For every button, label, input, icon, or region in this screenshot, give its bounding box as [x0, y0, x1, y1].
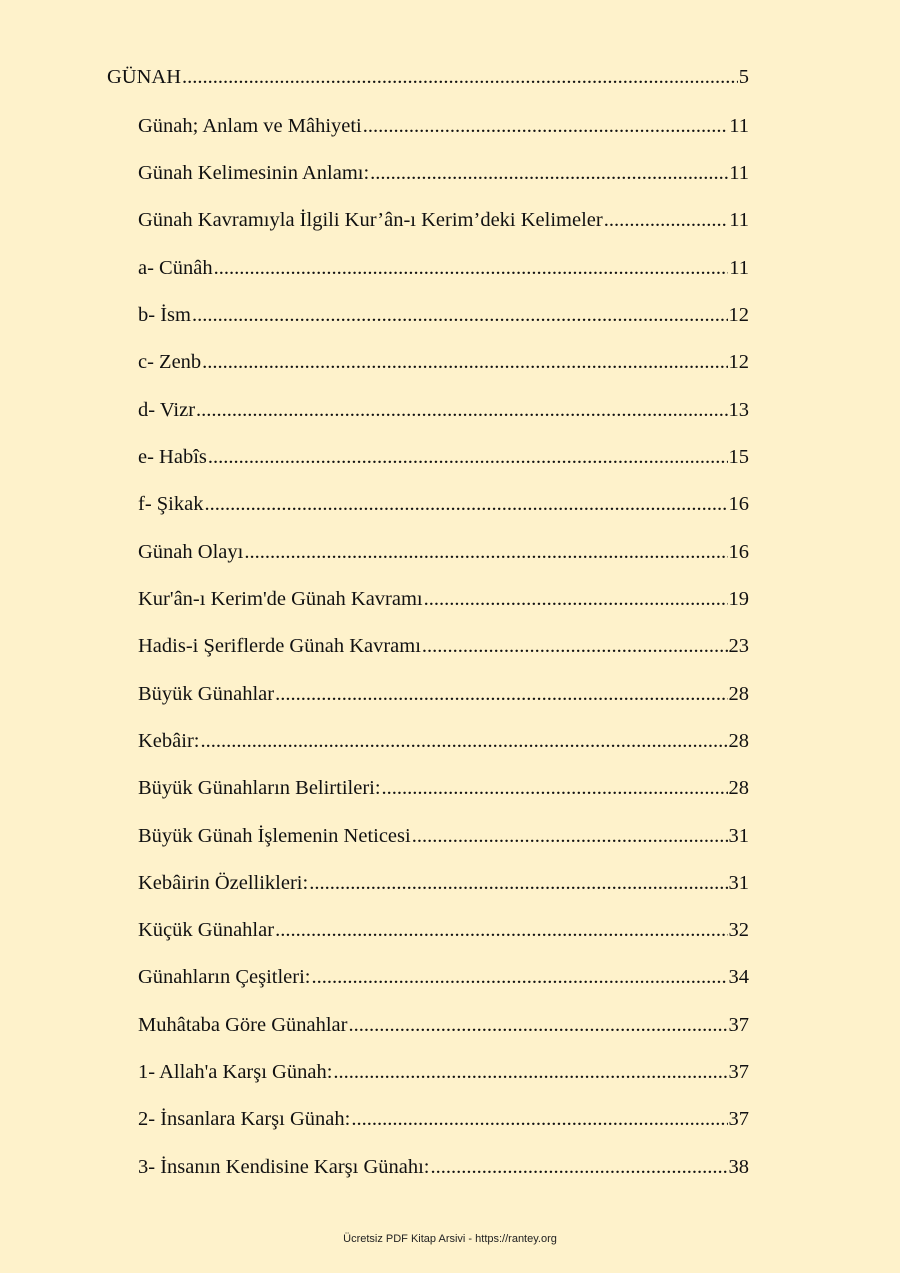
toc-entry-title: Günah Olayı — [138, 541, 244, 563]
toc-entry-page: 28 — [728, 777, 749, 799]
toc-entry-page: 5 — [738, 66, 749, 88]
toc-dot-leader — [204, 491, 727, 517]
toc-dot-leader — [244, 539, 727, 565]
toc-entry[interactable] — [138, 113, 749, 139]
toc-entry-title: 2- İnsanlara Karşı Günah: — [138, 1108, 351, 1130]
toc-entry[interactable] — [138, 775, 749, 801]
toc-entry[interactable] — [138, 917, 749, 943]
toc-entry[interactable] — [138, 397, 749, 423]
toc-entry-title: f- Şikak — [138, 493, 204, 515]
toc-dot-leader — [214, 255, 729, 281]
toc-dot-leader — [604, 207, 729, 233]
toc-dot-leader — [422, 633, 728, 659]
toc-entry[interactable] — [138, 444, 749, 470]
toc-entry[interactable] — [138, 160, 749, 186]
toc-entry-title: GÜNAH — [107, 66, 182, 88]
toc-entry-title: Kur'ân-ı Kerim'de Günah Kavramı — [138, 588, 423, 610]
toc-entry-page: 16 — [728, 493, 749, 515]
toc-dot-leader — [333, 1059, 727, 1085]
toc-entry-title: Günah; Anlam ve Mâhiyeti — [138, 115, 362, 137]
toc-entry-page: 28 — [728, 730, 749, 752]
toc-entry-title: Küçük Günahlar — [138, 919, 275, 941]
toc-entry[interactable] — [138, 681, 749, 707]
toc-entry-page: 38 — [728, 1156, 749, 1178]
toc-entry-title: 3- İnsanın Kendisine Karşı Günahı: — [138, 1156, 430, 1178]
toc-entry-title: Günahların Çeşitleri: — [138, 966, 311, 988]
toc-entry-page: 37 — [728, 1014, 749, 1036]
toc-dot-leader — [309, 870, 727, 896]
toc-dot-leader — [312, 964, 728, 990]
toc-entry-title: c- Zenb — [138, 351, 202, 373]
toc-entry-title: Hadis-i Şeriflerde Günah Kavramı — [138, 635, 421, 657]
toc-entry[interactable] — [138, 728, 749, 754]
toc-entry[interactable] — [138, 539, 749, 565]
toc-entry-title: a- Cünâh — [138, 257, 213, 279]
toc-dot-leader — [196, 397, 727, 423]
toc-dot-leader — [351, 1106, 727, 1132]
toc-entry[interactable] — [138, 302, 749, 328]
toc-entry-page: 37 — [728, 1108, 749, 1130]
toc-entry-page: 12 — [728, 304, 749, 326]
toc-entry[interactable] — [138, 964, 749, 990]
toc-entry-page: 31 — [728, 872, 749, 894]
toc-entry-title: Günah Kavramıyla İlgili Kur’ân-ı Kerim’deki Kelimeler — [138, 209, 603, 231]
toc-entry[interactable] — [138, 1059, 749, 1085]
toc-entry-page: 13 — [728, 399, 749, 421]
toc-entry-page: 31 — [728, 825, 749, 847]
toc-dot-leader — [348, 1012, 727, 1038]
toc-entry-page: 11 — [729, 209, 749, 231]
toc-dot-leader — [192, 302, 728, 328]
toc-entry-page: 12 — [728, 351, 749, 373]
toc-entry[interactable] — [138, 633, 749, 659]
toc-entry-page: 34 — [728, 966, 749, 988]
toc-dot-leader — [412, 823, 728, 849]
toc-entry-page: 15 — [728, 446, 749, 468]
toc-entry[interactable] — [138, 491, 749, 517]
toc-entry-page: 23 — [728, 635, 749, 657]
toc-entry-title: Muhâtaba Göre Günahlar — [138, 1014, 348, 1036]
toc-entry-page: 37 — [728, 1061, 749, 1083]
toc-entry-title: Kebâirin Özellikleri: — [138, 872, 309, 894]
toc-dot-leader — [382, 775, 728, 801]
toc-dot-leader — [182, 64, 738, 90]
toc-dot-leader — [370, 160, 728, 186]
toc-entry-title: b- İsm — [138, 304, 191, 326]
toc-entry-page: 11 — [729, 115, 749, 137]
toc-entry-title: e- Habîs — [138, 446, 207, 468]
toc-dot-leader — [275, 681, 727, 707]
toc-entry[interactable] — [138, 1012, 749, 1038]
toc-entry-page: 28 — [728, 683, 749, 705]
toc-entry[interactable] — [138, 870, 749, 896]
toc-dot-leader — [424, 586, 728, 612]
toc-entry-page: 11 — [729, 257, 749, 279]
toc-dot-leader — [208, 444, 728, 470]
toc-entry[interactable] — [138, 823, 749, 849]
toc-entry-title: Büyük Günahlar — [138, 683, 275, 705]
toc-entry[interactable] — [138, 255, 749, 281]
toc-dot-leader — [363, 113, 729, 139]
toc-entry-gunah[interactable] — [107, 64, 749, 90]
toc-entry[interactable] — [138, 349, 749, 375]
toc-entry-title: Kebâir: — [138, 730, 200, 752]
toc-entry-title: Büyük Günah İşlemenin Neticesi — [138, 825, 411, 847]
toc-entry-title: Günah Kelimesinin Anlamı: — [138, 162, 370, 184]
toc-entry-title: Büyük Günahların Belirtileri: — [138, 777, 381, 799]
toc-entry-page: 19 — [728, 588, 749, 610]
toc-dot-leader — [200, 728, 727, 754]
toc-entry[interactable] — [138, 1106, 749, 1132]
toc-entry-title: 1- Allah'a Karşı Günah: — [138, 1061, 333, 1083]
toc-dot-leader — [431, 1154, 728, 1180]
toc-entry-title: d- Vizr — [138, 399, 196, 421]
page-footer: Ücretsiz PDF Kitap Arsivi - https://rantey.org — [343, 1233, 557, 1245]
toc-dot-leader — [275, 917, 727, 943]
toc-dot-leader — [202, 349, 727, 375]
toc-entry-page: 11 — [729, 162, 749, 184]
toc-entry-page: 32 — [728, 919, 749, 941]
toc-entry[interactable] — [138, 586, 749, 612]
toc-entry[interactable] — [138, 1154, 749, 1180]
toc-entry[interactable] — [138, 207, 749, 233]
toc-entry-page: 16 — [728, 541, 749, 563]
